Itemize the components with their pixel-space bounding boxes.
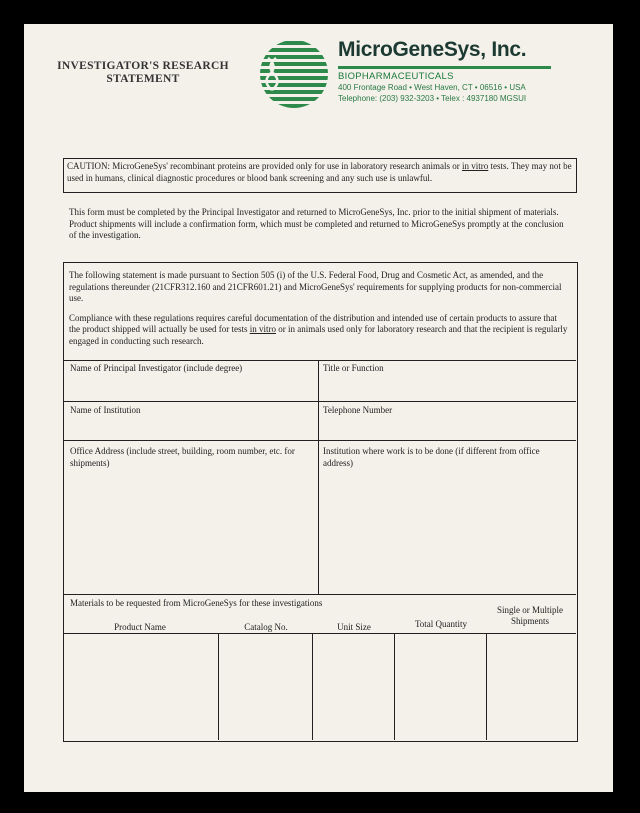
total-quantity-cell[interactable]: [395, 634, 485, 739]
field-work-institution[interactable]: Institution where work is to be done (if different from office address): [323, 446, 540, 468]
company-phone: Telephone: (203) 932-3203 • Telex : 4937180 MGSUI: [338, 94, 527, 103]
form-title: INVESTIGATOR'S RESEARCH STATEMENT: [57, 60, 229, 85]
grid-line: [63, 594, 576, 595]
company-address: 400 Frontage Road • West Haven, CT • 06516 • USA: [338, 83, 526, 92]
statement: [69, 270, 569, 355]
statement-para-1: The following statement is made pursuant to Section 505 (i) of the U.S. Federal Food, Drug and Cosmetic Act, as amended, and the regulations thereunder (21CFR312.160 and 21CFR601.21) and MicroGeneSys' requirements for supplying products for non-commercial use.: [69, 270, 562, 303]
caution-text-1: CAUTION: MicroGeneSys' recombinant proteins are provided only for use in laboratory research animals or: [67, 161, 463, 171]
instructions: This form must be completed by the Principal Investigator and returned to MicroGeneSys, Inc. prior to the initial shipment of materials. Product shipments will include a confirmation form, which must be completed and returned to MicroGeneSys promptly at the conclusion of the investigation.: [69, 207, 564, 240]
field-office-address[interactable]: Office Address (include street, building, room number, etc. for shipments): [70, 446, 295, 468]
field-institution[interactable]: Name of Institution: [70, 405, 141, 415]
grid-line: [63, 360, 576, 361]
col-shipments: Single or Multiple Shipments: [497, 605, 563, 626]
grid-line: [63, 440, 576, 441]
unit-size-cell[interactable]: [313, 634, 393, 739]
shipments-cell[interactable]: [487, 634, 575, 739]
product-name-cell[interactable]: [65, 634, 217, 739]
col-catalog-no: Catalog No.: [244, 622, 288, 632]
col-unit-size: Unit Size: [337, 622, 371, 632]
brand-rule: [338, 66, 551, 69]
caution-italic: in vitro: [462, 161, 489, 171]
company-division: BIOPHARMACEUTICALS: [338, 71, 454, 82]
caution-text-2: tests. They may not be used in humans, clinical diagnostic procedures or blood bank screening and any such use is unlawful.: [67, 161, 572, 183]
company-name: MicroGeneSys, Inc.: [338, 38, 527, 61]
company-contact: [338, 82, 526, 104]
field-title[interactable]: Title or Function: [323, 363, 384, 373]
col-product-name: Product Name: [114, 622, 166, 632]
field-telephone[interactable]: Telephone Number: [323, 405, 393, 415]
caution-box: [63, 158, 577, 193]
company-logo: [258, 38, 330, 110]
catalog-no-cell[interactable]: [219, 634, 311, 739]
grid-line: [63, 401, 576, 402]
grid-line: [318, 360, 319, 594]
col-total-quantity: Total Quantity: [414, 619, 468, 629]
field-investigator[interactable]: Name of Principal Investigator (include degree): [70, 363, 243, 373]
materials-heading: Materials to be requested from MicroGeneSys for these investigations: [70, 598, 323, 608]
statement-para-2: Compliance with these regulations requires careful documentation of the distribution and intended use of certain products to assure that the product shipped will actually be used for tests in vitro or in animals used only for laboratory research and that the recipient is regularly engaged in conducting such research.: [69, 312, 568, 346]
